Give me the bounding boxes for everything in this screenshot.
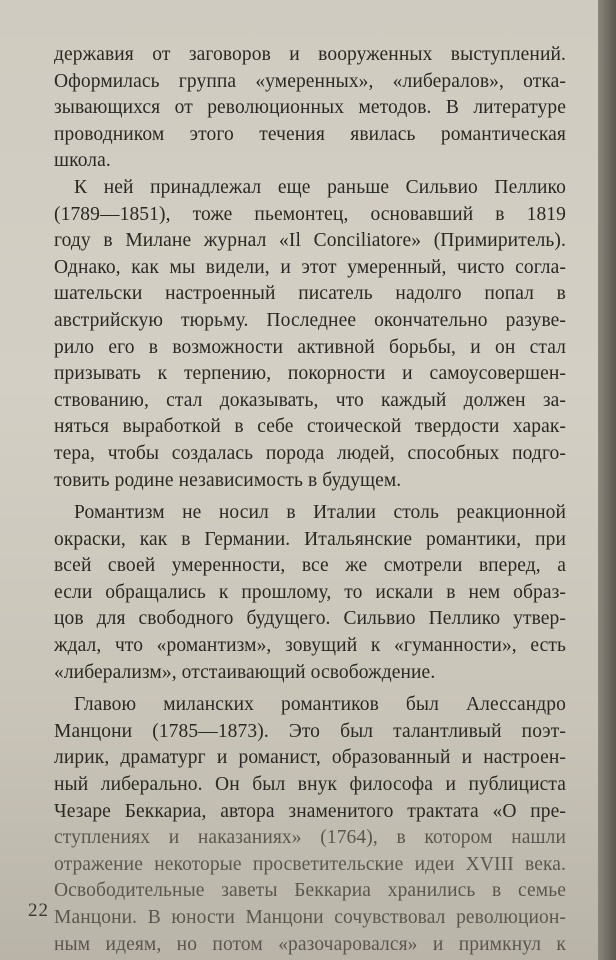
text-line: Чезаре Беккариа, автора знаменитого трактата «О пре- <box>54 800 566 822</box>
text-line: шательски настроенный писатель надолго попал в <box>54 283 566 305</box>
text-line: лирик, драматург и романист, образованный и настроен- <box>54 747 566 769</box>
page-text <box>54 42 566 958</box>
text-line: рило его в возможности активной борьбы, и он стал <box>54 336 566 358</box>
text-line: тера, чтобы создалась порода людей, способных подго- <box>54 442 566 464</box>
text-line: отражение некоторые просветительские идеи XVIII века. <box>54 853 566 875</box>
text-line: товить родине независимость в будущем. <box>54 469 402 491</box>
text-line: австрийскую тюрьму. Последнее окончательно разуве- <box>54 309 566 331</box>
text-line: (1789—1851), тоже пьемонтец, основавший в 1819 <box>54 203 566 225</box>
page-number: 22 <box>28 900 49 921</box>
text-line: Оформилась группа «умеренных», «либералов», отка- <box>54 70 566 92</box>
text-line: окраски, как в Германии. Итальянские романтики, при <box>54 528 566 550</box>
paragraph-2 <box>54 175 566 494</box>
text-line: году в Милане журнал «Il Conciliatore» (Примиритель). <box>54 230 566 252</box>
text-line: Романтизм не носил в Италии столь реакционной <box>74 502 566 524</box>
text-line: Манцони (1785—1873). Это был талантливый поэт- <box>54 720 566 742</box>
paragraph-3 <box>54 500 566 686</box>
text-line: цов для свободного будущего. Сильвио Пеллико утвер- <box>54 608 566 630</box>
text-line: К ней принадлежал еще раньше Сильвио Пеллико <box>74 176 566 198</box>
text-line: призывать к терпению, покорности и самоусовершен- <box>54 363 566 385</box>
text-line: ствованию, стал доказывать, что каждый должен за- <box>54 389 566 411</box>
text-line: Манцони. В юности Манцони сочувствовал революцион- <box>54 907 566 928</box>
paragraph-1 <box>54 42 566 175</box>
text-line: школа. <box>54 150 111 172</box>
text-line: Освободительные заветы Беккариа хранились в семье <box>54 880 566 902</box>
text-line: «либерализм», отстаивающий освобождение. <box>54 661 436 683</box>
text-line: ным идеям, но потом «разочаровался» и примкнул к <box>54 933 566 955</box>
text-line: державия от заговоров и вооруженных выступлений. <box>54 44 566 65</box>
text-line: Главою миланских романтиков был Алессандро <box>74 694 566 716</box>
text-line: проводником этого течения явилась романтическая <box>54 123 566 145</box>
page-edge-shadow <box>598 0 616 960</box>
text-line: всей своей умеренности, все же смотрели вперед, а <box>54 555 566 577</box>
text-line: зывающихся от революционных методов. В литературе <box>54 97 566 119</box>
text-line: ступлениях и наказаниях» (1764), в котором нашли <box>54 827 566 849</box>
text-line: Однако, как мы видели, и этот умеренный, чисто согла- <box>54 256 566 278</box>
text-line: няться выработкой в себе стоической твердости харак- <box>54 416 566 438</box>
text-line: ждал, что «романтизм», зовущий к «гуманности», есть <box>54 635 566 657</box>
text-line: ный либерально. Он был внук философа и публициста <box>54 774 566 796</box>
paragraph-4 <box>54 692 566 958</box>
text-line: если обращались к прошлому, то искали в нем образ- <box>54 581 566 603</box>
